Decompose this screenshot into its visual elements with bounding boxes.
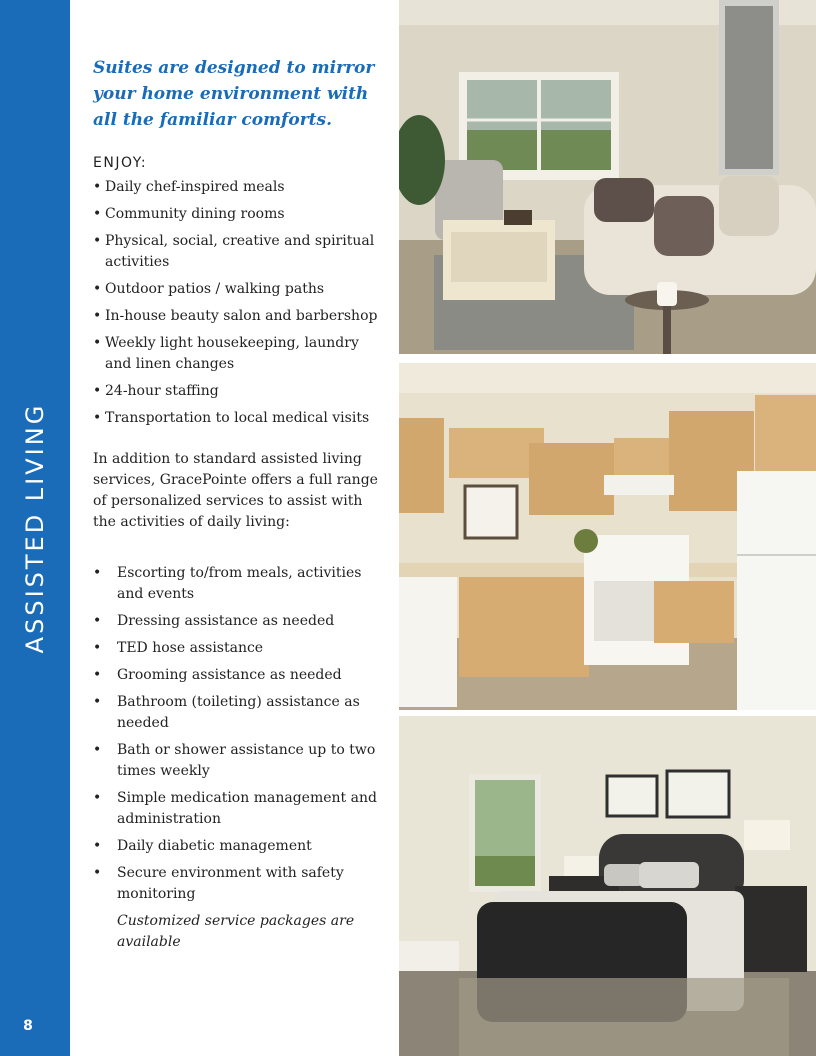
kitchen-photo — [399, 363, 816, 710]
enjoy-item: • Physical, social, creative and spiritual activities — [93, 233, 375, 270]
enjoy-item: • Outdoor patios / walking paths — [93, 281, 325, 297]
service-item: • Grooming assistance as needed — [93, 667, 342, 683]
service-item: • Simple medication management and administration — [93, 790, 377, 827]
page-number: 8 — [23, 1018, 33, 1034]
enjoy-item: • 24-hour staffing — [93, 383, 219, 399]
service-item: • TED hose assistance — [93, 640, 264, 656]
service-item: • Escorting to/from meals, activities and events — [93, 565, 362, 602]
intro-paragraph: In addition to standard assisted living services, GracePointe offers a full range of personalized services to assist with the activities of daily living: — [93, 451, 378, 530]
lead-text: Suites are designed to mirror your home environment with all the familiar comforts. — [93, 58, 375, 130]
living-room-photo — [399, 0, 816, 354]
enjoy-item: • Transportation to local medical visits — [93, 410, 370, 426]
service-item: • Bathroom (toileting) assistance as needed — [93, 694, 360, 731]
bedroom-photo — [399, 716, 816, 1056]
enjoy-item: • Community dining rooms — [93, 206, 285, 222]
service-item: • Secure environment with safety monitoring — [93, 865, 344, 902]
enjoy-item: • Daily chef-inspired meals — [93, 179, 285, 195]
enjoy-heading: ENJOY: — [93, 155, 148, 171]
service-item: • Bath or shower assistance up to two times weekly — [93, 742, 376, 779]
enjoy-item: • Weekly light housekeeping, laundry and linen changes — [93, 335, 359, 372]
main-content — [93, 55, 383, 953]
service-note: Customized service packages are available — [117, 913, 355, 950]
sidebar — [0, 0, 70, 1056]
enjoy-list — [93, 177, 383, 429]
enjoy-item: • In-house beauty salon and barbershop — [93, 308, 378, 324]
section-label: ASSISTED LIVING — [21, 402, 49, 654]
service-item: • Daily diabetic management — [93, 838, 312, 854]
services-list — [93, 563, 383, 905]
service-item: • Dressing assistance as needed — [93, 613, 335, 629]
